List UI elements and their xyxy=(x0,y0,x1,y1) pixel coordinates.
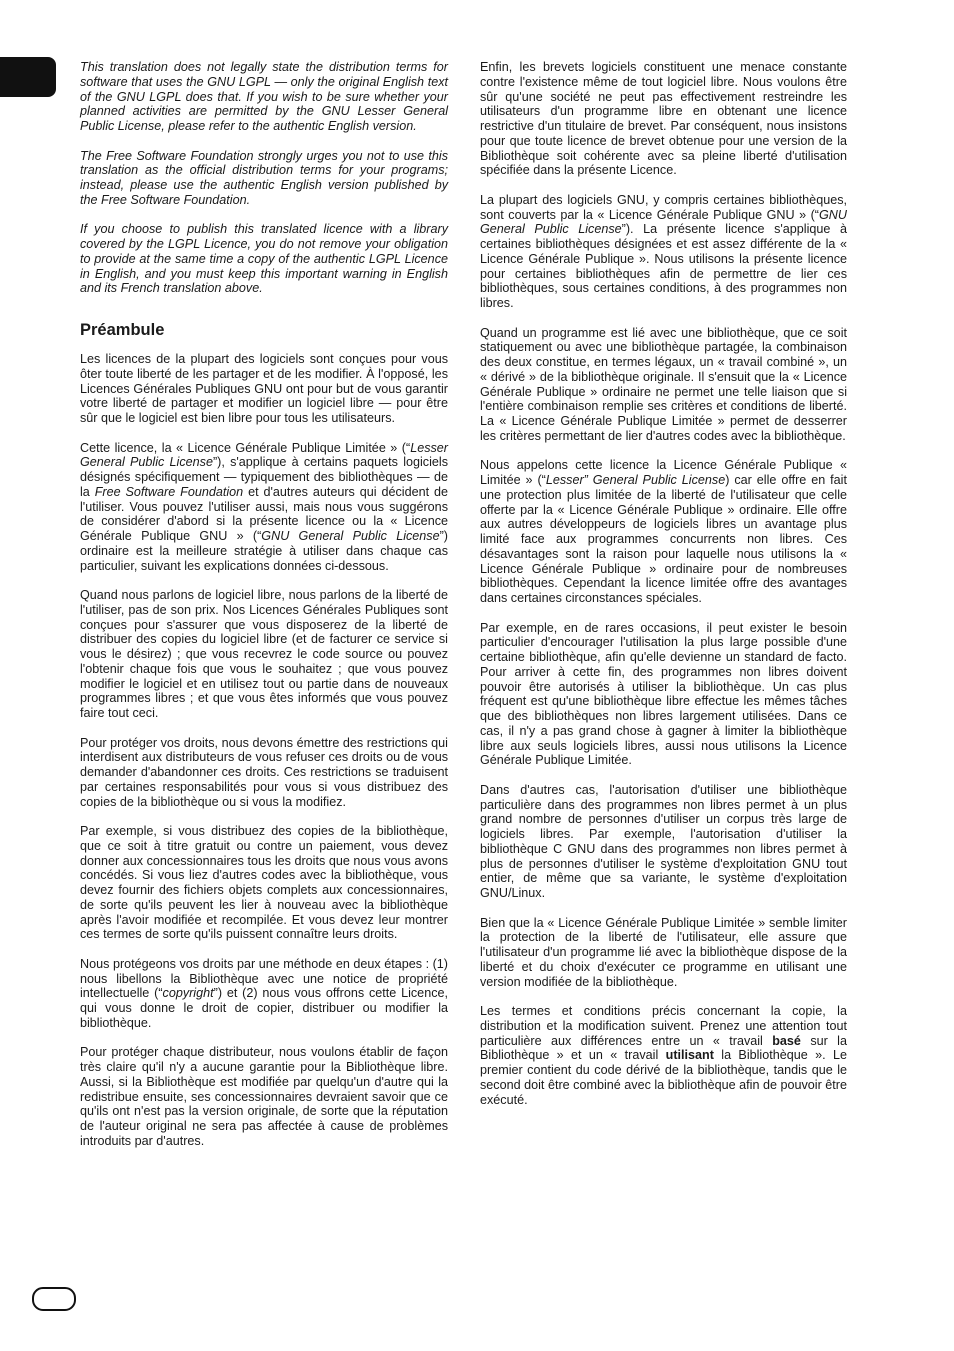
paragraph: La plupart des logiciels GNU, y compris certaines bibliothèques, sont couverts par la « Licence Générale Publique GNU » (“GNU General Public License”). La présente licence s'applique à certaines bibliothèques désignées et est assez différente de la « Licence Générale Publique ». Nous utilisons la présente licence pour certaines bibliothèques afin de permettre de lier ces bibliothèques, sous certaines conditions, à des programmes non libres. xyxy=(480,192,847,310)
translation-notice-3: If you choose to publish this translated licence with a library covered by the LGPL Licence, you do not remove your obligation to provide at the same time a copy of the authentic LGPL Licence in English, and you must keep this important warning in English and its French translation above. xyxy=(80,222,448,296)
translation-notice-2: The Free Software Foundation strongly urges you not to use this translation as the official distribution terms for your programs; instead, please use the authentic English version published by the Free Software Foundation. xyxy=(80,148,448,207)
left-column xyxy=(80,60,448,1163)
page-number-badge xyxy=(32,1287,76,1311)
section-heading: Préambule xyxy=(80,321,165,339)
paragraph: Les termes et conditions précis concernant la copie, la distribution et la modification suivent. Prenez une attention tout particulière aux différences entre un « travail basé sur la Bibliothèque » et un « travail utilisant la Bibliothèque ». Le premier contient du code dérivé de la bibliothèque, tandis que le second doit être combiné avec la bibliothèque afin de pouvoir être exécuté. xyxy=(480,1004,847,1107)
paragraph: Pour protéger chaque distributeur, nous voulons établir de façon très claire qu'il n'y a aucune garantie pour la Bibliothèque libre. Aussi, si la Bibliothèque est modifiée par quelqu'un d'autre qui la redistribue ensuite, ses concessionnaires devraient savoir que ce qu'ils ont n'est pas la version originale, de sorte que la réputation de l'auteur original ne sera pas affectée à cause de problèmes introduits par d'autres. xyxy=(80,1045,448,1148)
paragraph: Par exemple, si vous distribuez des copies de la bibliothèque, que ce soit à titre gratuit ou contre un paiement, vous devez donner aux concessionnaires tous les droits que nous vous avons concédés. Si vous liez d'autres codes avec la bibliothèque, vous devez fournir des fichiers objets complets aux concessionnaires, de sorte qu'ils peuvent les lier à nouveau avec la bibliothèque après l'avoir modifiée et recompilée. Et vous devez leur montrer ces termes de sorte qu'ils puissent connaître leurs droits. xyxy=(80,824,448,942)
translation-notice-1: This translation does not legally state the distribution terms for software that uses the GNU LGPL — only the original English text of the GNU LGPL does that. If you wish to be sure whether your planned activities are permitted by the GNU Lesser General Public License, please refer to the authentic English version. xyxy=(80,60,448,133)
paragraph: Pour protéger vos droits, nous devons émettre des restrictions qui interdisent aux distributeurs de vous refuser ces droits ou de vous demander d'abandonner ces droits. Ces restrictions se traduisent par certaines responsabilités pour vous si vous distribuez des copies de la bibliothèque ou si vous la modifiez. xyxy=(80,735,448,809)
paragraph: Par exemple, en de rares occasions, il peut exister le besoin particulier d'encourager l'utilisation la plus large possible d'une certaine bibliothèque, afin qu'elle devienne un standard de facto. Pour arriver à cette fin, des programmes non libres doivent pouvoir être autorisés à utiliser la bibliothèque. Un cas plus fréquent est qu'une bibliothèque libre effectue les mêmes tâches que des bibliothèques non libres largement utilisées. Dans ce cas, il n'y a pas grand chose à gagner à limiter la bibliothèque libre aux seuls logiciels libres, aussi nous utilisons la Licence Générale Publique Limitée. xyxy=(480,620,847,768)
right-column xyxy=(480,60,847,1122)
chapter-tab xyxy=(0,57,56,97)
paragraph: Nous protégeons vos droits par une méthode en deux étapes : (1) nous libellons la Bibliothèque avec une notice de propriété intellectuelle (“copyright”) et (2) nous vous offrons cette Licence, qui vous donne le droit de copier, distribuer ou modifier la bibliothèque. xyxy=(80,956,448,1030)
paragraph: Bien que la « Licence Générale Publique Limitée » semble limiter la protection de la liberté de l'utilisateur, elle assure que l'utilisateur d'un programme lié avec la bibliothèque dispose de la liberté et du choix d'exécuter ce programme en utilisant une version modifiée de la bibliothèque. xyxy=(480,915,847,989)
paragraph: Quand un programme est lié avec une bibliothèque, que ce soit statiquement ou avec une bibliothèque partagée, la combinaison des deux constitue, en termes légaux, un « travail combiné », un « dérivé » de la bibliothèque originale. Il s'ensuit que la « Licence Générale Publique » ordinaire ne permet une telle liaison que si l'entière combinaison remplie ses critères et conditions de liberté. La « Licence Générale Publique Limitée » permet de desserrer les critères permettant de lier d'autres codes avec la bibliothèque. xyxy=(480,325,847,443)
paragraph: Cette licence, la « Licence Générale Publique Limitée » (“Lesser General Public License”), s'applique à certains paquets logiciels désignés spécifiquement — typiquement des bibliothèques — de la Free Software Foundation et d'autres auteurs qui décident de l'utiliser. Vous pouvez l'utiliser aussi, mais nous vous suggérons de considérer d'abord si la présente licence ou la « Licence Générale Publique GNU » (“GNU General Public License”) ordinaire est la meilleure stratégie à utiliser dans chaque cas particulier, suivant les explications données ci-dessous. xyxy=(80,440,449,573)
paragraph: Nous appelons cette licence la Licence Générale Publique « Limitée » (“Lesser” General Public License) car elle offre en fait une protection plus limitée de la liberté de l'utilisateur que celle offerte par la « Licence Générale Publique » ordinaire. Elle offre aux autres développeurs de logiciels libres un avantage plus limité face aux programmes concurrents non libres. Ces désavantages sont la raison pour laquelle nous utilisons la « Licence Générale Publique » ordinaire pour de nombreuses bibliothèques. Cependant la licence limitée offre des avantages dans certaines circonstances spéciales. xyxy=(480,458,847,605)
paragraph: Dans d'autres cas, l'autorisation d'utiliser une bibliothèque particulière dans des programmes non libres permet à un plus grand nombre de personnes d'utiliser un corpus très large de logiciels libres. Par exemple, l'autorisation d'utiliser la bibliothèque C GNU dans des programmes non libres permet à plus de personnes d'utiliser le système d'exploitation GNU tout entier, de même que sa variante, le système d'exploitation GNU/Linux. xyxy=(480,782,847,900)
paragraph: Les licences de la plupart des logiciels sont conçues pour vous ôter toute liberté de les partager et de les modifier. À l'opposé, les Licences Générales Publiques GNU ont pour but de vous garantir votre liberté de partager et modifier un logiciel libre — pour être sûr que le logiciel est bien libre pour tous les utilisateurs. xyxy=(80,352,448,425)
paragraph: Quand nous parlons de logiciel libre, nous parlons de la liberté de l'utiliser, pas de son prix. Nos Licences Générales Publiques sont conçues pour s'assurer que vous disposerez de la liberté de distribuer des copies du logiciel libre (et de facturer ce service si vous le désirez) ; que vous recevrez le code source ou pouvez l'obtenir chaque fois que vous le souhaitez ; que vous pouvez modifier le logiciel et en utilisez tout ou partie dans de nouveaux programmes libres ; et que vous êtes informés que vous pouvez faire tout ceci. xyxy=(80,588,448,720)
paragraph: Enfin, les brevets logiciels constituent une menace constante contre l'existence même de tout logiciel libre. Nous voulons être sûr qu'une société ne peut pas effectivement restreindre les utilisateurs d'un programme libre en obtenant une licence restrictive d'un titulaire de brevet. Par conséquent, nous insistons pour que toute licence de brevet obtenue pour une version de la Bibliothèque soit cohérente avec sa pleine liberté d'utilisation spécifiée dans la présente Licence. xyxy=(480,60,847,178)
